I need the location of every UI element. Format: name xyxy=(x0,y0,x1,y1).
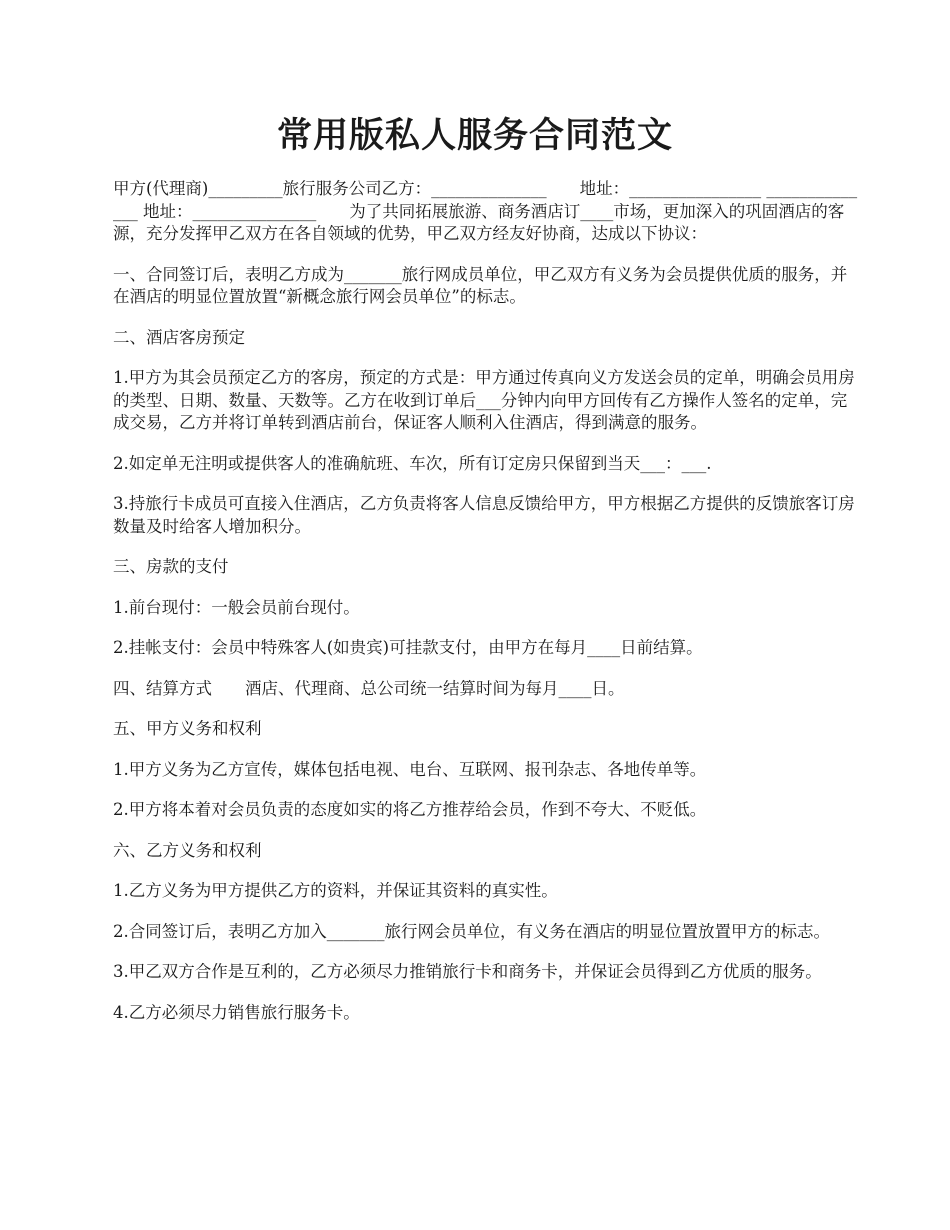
document-body xyxy=(113,178,858,1042)
paragraph-6-2: 2.合同签订后，表明乙方加入_______旅行网会员单位，有义务在酒店的明显位置放置甲方的标志。 xyxy=(113,921,830,941)
heading-section-2: 二、酒店客房预定 xyxy=(113,327,245,347)
paragraph-5-2: 2.甲方将本着对会员负责的态度如实的将乙方推荐给会员，作到不夸大、不贬低。 xyxy=(113,800,707,819)
paragraph-2-2: 2.如定单无注明或提供客人的准确航班、车次，所有订定房只保留到当天___：___. xyxy=(113,453,712,473)
paragraph-2-1: 1.甲方为其会员预定乙方的客房，预定的方式是：甲方通过传真向义方发送会员的定单，明确会员用房的类型、日期、数量、天数等。乙方在收到订单后___分钟内向甲方回传有乙方操作人签名的定单，完成交易，乙方并将订单转到酒店前台，保证客人顺利入住酒店，得到满意的服务。 xyxy=(113,368,855,432)
heading-section-3: 三、房款的支付 xyxy=(113,557,229,576)
heading-section-6: 六、乙方义务和权利 xyxy=(113,840,262,860)
paragraph-6-4: 4.乙方必须尽力销售旅行服务卡。 xyxy=(113,1002,360,1022)
document-title: 常用版私人服务合同范文 xyxy=(276,115,673,156)
paragraph-section-4: 四、结算方式 酒店、代理商、总公司统一结算时间为每月____日。 xyxy=(113,678,625,698)
paragraph-3-2: 2.挂帐支付：会员中特殊客人(如贵宾)可挂款支付，由甲方在每月____日前结算。 xyxy=(113,638,703,657)
paragraph-2-3: 3.持旅行卡成员可直接入住酒店，乙方负责将客人信息反馈给甲方，甲方根据乙方提供的反馈旅客订房数量及时给客人增加积分。 xyxy=(113,494,855,536)
heading-section-5: 五、甲方义务和权利 xyxy=(113,719,262,738)
paragraph-6-3: 3.甲乙双方合作是互利的，乙方必须尽力推销旅行卡和商务卡，并保证会员得到乙方优质的服务。 xyxy=(113,962,822,981)
paragraph-6-1: 1.乙方义务为甲方提供乙方的资料，并保证其资料的真实性。 xyxy=(113,881,558,900)
paragraph-preamble: 甲方(代理商)_________旅行服务公司乙方：______________ 地址：________________ ______________ 地址：_______________ 为了共同拓展旅游、商务酒店订____市场，更加深入的巩固酒店的客源，充分发挥甲乙双方在各自领域的优势，甲乙双方经友好协商，达成以下协议： xyxy=(113,179,858,243)
paragraph-3-1: 1.前台现付：一般会员前台现付。 xyxy=(113,597,360,617)
paragraph-section-1: 一、合同签订后，表明乙方成为_______旅行网成员单位，甲乙双方有义务为会员提供优质的服务，并在酒店的明显位置放置“新概念旅行网会员单位”的标志。 xyxy=(113,264,848,306)
paragraph-5-1: 1.甲方义务为乙方宣传，媒体包括电视、电台、互联网、报刊杂志、各地传单等。 xyxy=(113,759,707,779)
